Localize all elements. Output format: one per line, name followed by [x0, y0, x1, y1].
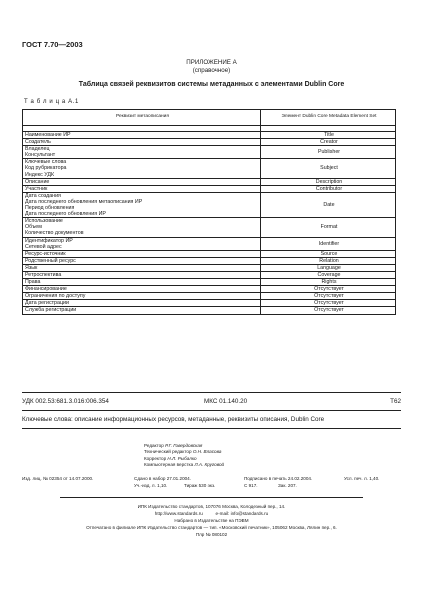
dublin-core-element: Contributor [261, 185, 396, 192]
dublin-core-element: Format [261, 218, 396, 237]
mks-code: МКС 01.140.20 [204, 398, 248, 405]
dublin-core-element: Date [261, 192, 396, 217]
table-row [23, 218, 396, 237]
requisite-name: Ограничения по доступу [25, 293, 86, 300]
table-row [23, 185, 396, 192]
requisite-name: Идентификатор ИР [25, 237, 73, 244]
requisite-name: Родственный ресурс [25, 257, 76, 264]
print-sheets: Усл. печ. л. 1,40. [344, 476, 380, 481]
requisite-name: Сетевой адрес [25, 243, 62, 250]
table-row [23, 300, 396, 307]
requisite-cell [23, 132, 261, 139]
set-sent-date: Сдано в набор 27.01.2004. [134, 476, 192, 481]
requisite-name: Служба регистрации [25, 307, 77, 314]
standard-code: ГОСТ 7.70—2003 [22, 40, 83, 49]
credit-layout: Компьютерная верстка Л.А. Круговой [144, 461, 225, 467]
table-row [23, 146, 396, 159]
publisher-contacts: http://www.standards.ru e-mail: info@standards.ru [154, 511, 269, 516]
requisite-name: Дата последнего обновления ИР [25, 211, 106, 218]
requisite-name: Права [25, 279, 41, 286]
appendix-title: ПРИЛОЖЕНИЕ А [186, 59, 237, 66]
table-label: Т а б л и ц а А.1 [24, 99, 79, 105]
table-body [23, 126, 396, 315]
table-row [23, 178, 396, 185]
requisite-cell [23, 159, 261, 178]
appendix-subtitle: (справочное) [192, 67, 231, 74]
table-row [23, 307, 396, 314]
dublin-core-element: Source [261, 250, 396, 257]
requisite-cell [23, 185, 261, 192]
requisite-cell [23, 257, 261, 264]
table-row [23, 257, 396, 264]
requisite-name: Индекс УДК [25, 171, 55, 178]
dublin-core-element: Creator [261, 139, 396, 146]
requisite-cell [23, 218, 261, 237]
requisite-cell [23, 139, 261, 146]
dublin-core-element: Relation [261, 257, 396, 264]
dublin-core-element: Identifier [261, 237, 396, 250]
dublin-core-element: Отсутствует [261, 286, 396, 293]
dublin-core-element: Publisher [261, 146, 396, 159]
requisite-name: Консультант [25, 152, 56, 159]
dublin-core-element: Отсутствует [261, 307, 396, 314]
credit-tech-editor: Технический редактор О.Н. Власова [144, 449, 222, 455]
typeset-note: Набрано в Издательстве на ПЭВМ [174, 518, 249, 523]
credits-block [144, 443, 224, 468]
requisite-name: Дата создания [25, 192, 61, 199]
table-row [23, 192, 396, 217]
dublin-core-element: Title [261, 132, 396, 139]
requisite-name: Ключевые слова [25, 159, 67, 166]
requisite-name: Объем [25, 224, 42, 231]
divider-top [22, 392, 401, 393]
group-code: Т62 [390, 398, 401, 405]
table-row [23, 139, 396, 146]
pub-sheets: Уч.-изд. л. 1,10. [134, 483, 168, 488]
requisite-cell [23, 146, 261, 159]
table-row [23, 250, 396, 257]
requisite-name: Дата последнего обновления метаописания ИР [25, 198, 143, 205]
metadata-mapping-table [22, 109, 396, 315]
dublin-core-element: Rights [261, 279, 396, 286]
printed-at: Отпечатано в филиале ИПК Издательство стандартов — тип. «Московский печатник», 105062 Москва, Лялин пер., 6. [86, 525, 337, 530]
requisite-cell [23, 264, 261, 271]
dublin-core-element: Subject [261, 159, 396, 178]
order-number: Зак. 207. [278, 483, 297, 488]
dublin-core-element: Language [261, 264, 396, 271]
requisite-cell [23, 307, 261, 314]
requisite-name: Владелец [25, 146, 50, 153]
requisite-cell [23, 286, 261, 293]
requisite-cell [23, 271, 261, 278]
divider-publisher [60, 497, 363, 498]
requisite-cell [23, 178, 261, 185]
table-row [23, 159, 396, 178]
credit-proofreader: Корректор Н.Л. Рыбалко [144, 455, 197, 461]
publisher-address: ИПК Издательство стандартов, 107076 Москва, Колодезный пер., 14. [137, 504, 286, 509]
column-header-requisite: Реквизит метаописания [23, 110, 261, 126]
table-title: Таблица связей реквизитов системы метаданных с элементами Dublin Core [78, 81, 345, 88]
requisite-cell [23, 279, 261, 286]
divider-middle [22, 410, 401, 411]
dublin-core-element: Description [261, 178, 396, 185]
requisite-cell [23, 293, 261, 300]
requisite-name: Ретроспектива [25, 271, 62, 278]
table-row [23, 264, 396, 271]
divider-bottom [22, 428, 401, 429]
requisite-name: Использование [25, 218, 63, 225]
requisite-cell [23, 300, 261, 307]
requisite-name: Дата регистрации [25, 300, 69, 307]
requisite-name: Создатель [25, 139, 51, 146]
requisite-name: Финансирование [25, 286, 67, 293]
print-run: Тираж 530 экз. [184, 483, 216, 488]
udc-code: УДК 002.53:681.3.016:006.354 [22, 398, 109, 405]
requisite-name: Язык [25, 264, 38, 271]
requisite-cell [23, 237, 261, 250]
dublin-core-element: Отсутствует [261, 300, 396, 307]
order-c: С 917. [244, 483, 258, 488]
requisite-name: Наименование ИР [25, 132, 71, 138]
requisite-name: Код рубрикатора [25, 165, 67, 172]
license-number: Изд. лиц. № 02354 от 14.07.2000. [22, 476, 94, 481]
table-row [23, 237, 396, 250]
requisite-name: Количество документов [25, 230, 84, 237]
plr-number: Плр № 080102 [195, 532, 228, 537]
table-row [23, 286, 396, 293]
requisite-name: Период обновления [25, 205, 75, 212]
signed-date: Подписано в печать 24.02.2004. [244, 476, 313, 481]
dublin-core-element: Отсутствует [261, 293, 396, 300]
column-header-dublin-core: Элемент Dublin Core Metadata Element Set [261, 110, 396, 126]
table-row [23, 293, 396, 300]
credit-editor: Редактор Р.Г. Говердовская [144, 443, 203, 448]
table-row [23, 271, 396, 278]
keywords: Ключевые слова: описание информационных ресурсов, метаданные, реквизиты описания, Dublin Core [22, 416, 325, 423]
dublin-core-element: Coverage [261, 271, 396, 278]
requisite-name: Ресурс-источник [25, 250, 66, 257]
requisite-name: Участник [25, 185, 48, 192]
requisite-cell [23, 192, 261, 217]
table-row [23, 279, 396, 286]
requisite-cell [23, 250, 261, 257]
requisite-name: Описание [25, 178, 50, 185]
table-row [23, 132, 396, 139]
